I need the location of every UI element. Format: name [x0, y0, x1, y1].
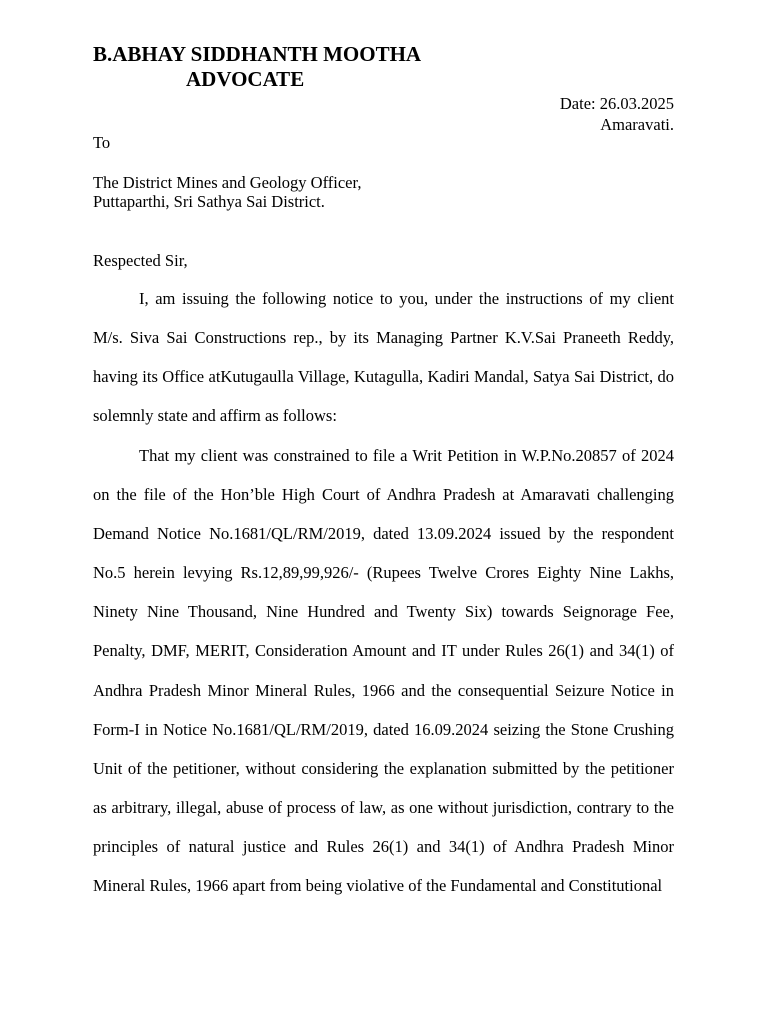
address-line-2: Puttaparthi, Sri Sathya Sai District.: [93, 192, 325, 211]
date-block: [560, 93, 674, 135]
recipient-address: [93, 173, 361, 211]
letter-place: Amaravati.: [600, 115, 674, 134]
body-paragraph-1: [93, 279, 674, 435]
address-line-1: The District Mines and Geology Officer,: [93, 173, 362, 192]
advocate-name: B.ABHAY SIDDHANTH MOOTHA: [93, 42, 422, 66]
to-label: To: [93, 133, 111, 152]
paragraph-1-text: I, am issuing the following notice to you, under the instructions of my client M/s. Siva Sai Constructions rep., by its Managing Partner K.V.Sai Praneeth Reddy, having its Office atKutugaulla Village, Kutagulla, Kadiri Mandal, Satya Sai District, do solemnly state and affirm as follows:: [93, 289, 674, 426]
letter-date: Date: 26.03.2025: [559, 94, 674, 113]
body-paragraph-2: [93, 436, 674, 905]
advocate-title: ADVOCATE: [186, 67, 305, 91]
letterhead: [93, 42, 421, 92]
salutation: Respected Sir,: [93, 251, 188, 270]
paragraph-2-text: That my client was constrained to file a Writ Petition in W.P.No.20857 of 2024 on the file of the Hon’ble High Court of Andhra Pradesh at Amaravati challenging Demand Notice No.1681/QL/RM/2019, dated 13.09.2024 issued by the respondent No.5 herein levying Rs.12,89,99,926/- (Rupees Twelve Crores Eighty Nine Lakhs, Ninety Nine Thousand, Nine Hundred and Twenty Six) towards Seignorage Fee, Penalty, DMF, MERIT, Consideration Amount and IT under Rules 26(1) and 34(1) of Andhra Pradesh Minor Mineral Rules, 1966 and the consequential Seizure Notice in Form-I in Notice No.1681/QL/RM/2019, dated 16.09.2024 seizing the Stone Crushing Unit of the petitioner, without considering the explanation submitted by the petitioner as arbitrary, illegal, abuse of process of law, as one without jurisdiction, contrary to the principles of natural justice and Rules 26(1) and 34(1) of Andhra Pradesh Minor Mineral Rules, 1966 apart from being violative of the Fundamental and Constitutional: [93, 446, 674, 896]
